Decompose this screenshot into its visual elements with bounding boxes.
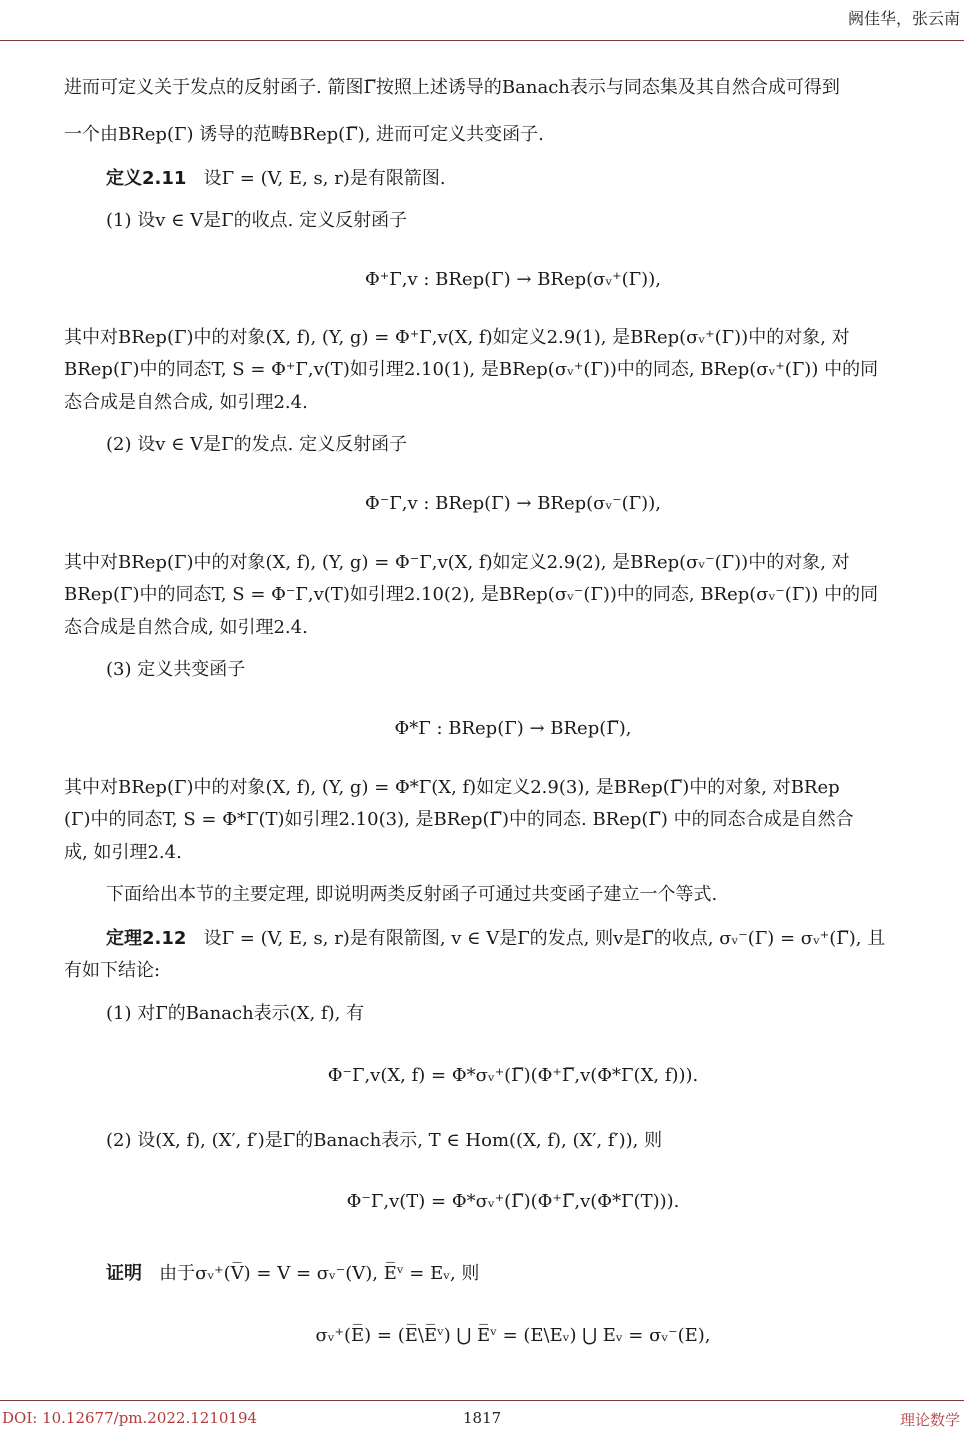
proof-text: 由于σᵥ⁺(V̅) = V = σᵥ⁻(V), E̅ᵛ = Eᵥ, 则 <box>159 1263 480 1284</box>
theorem-item-1: (1) 对Γ的Banach表示(X, f), 有 <box>106 1003 365 1024</box>
theorem-text-cont: 有如下结论: <box>64 960 161 981</box>
formula-5: Φ⁻Γ,v(T) = Φ*σᵥ⁺(Γ̅)(Φ⁺Γ̅,v(Φ*Γ(T))). <box>346 1191 680 1212</box>
paragraph-line: 下面给出本节的主要定理, 即说明两类反射函子可通过共变函子建立一个等式. <box>106 884 718 905</box>
theorem-item-2: (2) 设(X, f), (X′, f′)是Γ的Banach表示, T ∈ Hom((X, f), (X′, f′)), 则 <box>106 1130 663 1151</box>
footer-doi: DOI: 10.12677/pm.2022.1210194 <box>2 1409 258 1427</box>
item-1: (1) 设v ∈ V是Γ的收点. 定义反射函子 <box>106 210 408 231</box>
paragraph-line: BRep(Γ)中的同态T, S = Φ⁻Γ,v(T)如引理2.10(2), 是BRep(σᵥ⁻(Γ))中的同态, BRep(σᵥ⁻(Γ)) 中的同 <box>64 584 879 605</box>
theorem-text: 设Γ = (V, E, s, r)是有限箭图, v ∈ V是Γ的发点, 则v是Γ̅的收点, σᵥ⁻(Γ) = σᵥ⁺(Γ̅), 且 <box>203 928 886 949</box>
paragraph-line: 进而可定义关于发点的反射函子. 箭图Γ̅按照上述诱导的Banach表示与同态集及其自然合成可得到 <box>64 77 840 98</box>
running-header-authors: 阙佳华，张云南 <box>847 9 960 28</box>
definition-heading <box>106 165 446 193</box>
footer-journal: 理论数学 <box>899 1411 960 1429</box>
theorem-heading <box>106 925 885 953</box>
paragraph-line: 其中对BRep(Γ)中的对象(X, f), (Y, g) = Φ⁺Γ,v(X, f)如定义2.9(1), 是BRep(σᵥ⁺(Γ))中的对象, 对 <box>64 327 850 348</box>
paragraph-line: (Γ)中的同态T, S = Φ*Γ(T)如引理2.10(3), 是BRep(Γ̅)中的同态. BRep(Γ̅) 中的同态合成是自然合 <box>64 809 854 830</box>
theorem-label: 定理2.12 <box>106 928 187 949</box>
proof-heading <box>106 1260 479 1288</box>
header-rule <box>0 40 964 41</box>
paragraph-line: 成, 如引理2.4. <box>64 842 182 863</box>
formula-2: Φ⁻Γ,v : BRep(Γ) → BRep(σᵥ⁻(Γ)), <box>365 493 661 514</box>
definition-label: 定义2.11 <box>106 168 187 189</box>
paragraph-line: 态合成是自然合成, 如引理2.4. <box>64 392 308 413</box>
paragraph-line: BRep(Γ)中的同态T, S = Φ⁺Γ,v(T)如引理2.10(1), 是BRep(σᵥ⁺(Γ))中的同态, BRep(σᵥ⁺(Γ)) 中的同 <box>64 359 879 380</box>
item-3: (3) 定义共变函子 <box>106 659 246 680</box>
paragraph-line: 态合成是自然合成, 如引理2.4. <box>64 617 308 638</box>
formula-1: Φ⁺Γ,v : BRep(Γ) → BRep(σᵥ⁺(Γ)), <box>365 269 661 290</box>
footer-page-number: 1817 <box>463 1409 502 1427</box>
formula-3: Φ*Γ : BRep(Γ) → BRep(Γ̅), <box>394 718 632 739</box>
paragraph-line: 其中对BRep(Γ)中的对象(X, f), (Y, g) = Φ*Γ(X, f)如定义2.9(3), 是BRep(Γ̅)中的对象, 对BRep <box>64 777 840 798</box>
paragraph-line: 其中对BRep(Γ)中的对象(X, f), (Y, g) = Φ⁻Γ,v(X, f)如定义2.9(2), 是BRep(σᵥ⁻(Γ))中的对象, 对 <box>64 552 850 573</box>
item-2: (2) 设v ∈ V是Γ的发点. 定义反射函子 <box>106 434 408 455</box>
proof-label: 证明 <box>106 1263 142 1284</box>
formula-4: Φ⁻Γ,v(X, f) = Φ*σᵥ⁺(Γ̅)(Φ⁺Γ̅,v(Φ*Γ(X, f))). <box>327 1065 699 1086</box>
definition-text: 设Γ = (V, E, s, r)是有限箭图. <box>203 168 446 189</box>
footer-rule <box>0 1400 964 1401</box>
formula-6: σᵥ⁺(E̅) = (E̅\E̅ᵛ) ⋃ E̅ᵛ = (E\Eᵥ) ⋃ Eᵥ = σᵥ⁻(E), <box>315 1325 711 1346</box>
paragraph-line: 一个由BRep(Γ) 诱导的范畴BRep(Γ̅), 进而可定义共变函子. <box>64 124 544 145</box>
